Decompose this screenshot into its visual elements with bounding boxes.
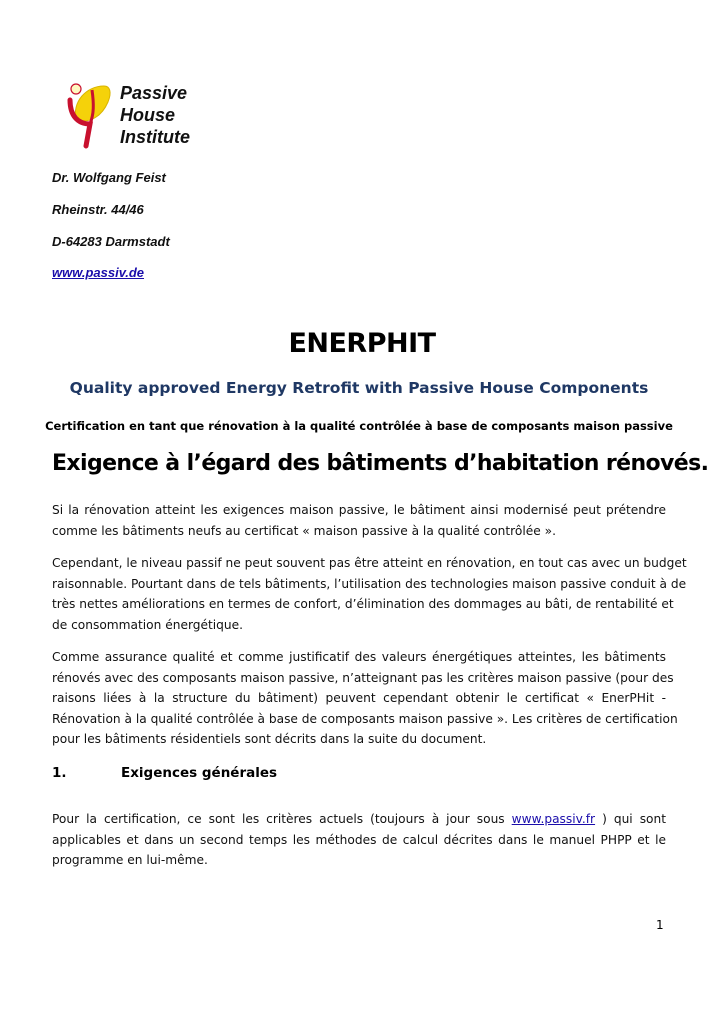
logo-line-3: Institute: [120, 127, 190, 147]
paragraph-line: applicables et dans un second temps les méthodes de calcul décrites dans le manuel PHPP et le: [52, 832, 666, 847]
logo-line-2: House: [120, 105, 176, 125]
paragraph-text: Pour la certification, ce sont les critères actuels (toujours à jour sous: [52, 812, 505, 826]
section-heading: Exigence à l’égard des bâtiments d’habitation rénovés.: [52, 451, 709, 476]
paragraph-line: Si la rénovation atteint les exigences maison passive, le bâtiment ainsi modernisé peut prétendre: [52, 503, 666, 517]
paragraph-line: de consommation énergétique.: [52, 617, 243, 632]
passiv-fr-link[interactable]: www.passiv.fr: [511, 812, 596, 826]
paragraph-line: Rénovation à la qualité contrôlée à base de composants maison passive ». Les critères de certification: [52, 711, 678, 726]
paragraph-1: [52, 500, 666, 541]
passive-house-institute-logo: [62, 80, 222, 150]
address-city: D-64283 Darmstadt: [52, 234, 170, 249]
paragraph-line: programme en lui-même.: [52, 853, 208, 867]
paragraph-line: pour les bâtiments résidentiels sont décrits dans la suite du document.: [52, 732, 487, 746]
paragraph-text: ) qui sont: [602, 812, 667, 826]
page-number: 1: [656, 918, 664, 932]
paragraph-line: très nettes améliorations en termes de confort, d’élimination des dommages au bâti, de rentabilité et: [52, 597, 674, 611]
document-title: ENERPHIT: [288, 328, 436, 359]
document-subtitle: Quality approved Energy Retrofit with Passive House Components: [69, 379, 649, 397]
paragraph-2: [52, 553, 687, 635]
paragraph-line: raisonnable. Pourtant dans de tels bâtiments, l’utilisation des technologies maison passive conduit à de: [52, 576, 687, 591]
paragraph-line: rénovés avec des composants maison passive, n’atteignant pas les critères maison passive (pour des: [52, 670, 674, 685]
logo-text: [120, 82, 190, 148]
section-title: Exigences générales: [121, 765, 278, 781]
paragraph-line: comme les bâtiments neufs au certificat « maison passive à la qualité contrôlée ».: [52, 523, 556, 538]
section-number: 1.: [52, 765, 67, 781]
paragraph-line: Cependant, le niveau passif ne peut souvent pas être atteint en rénovation, en tout cas avec un budget: [52, 556, 687, 570]
logo-mark-icon: [62, 80, 118, 150]
paragraph-4: [52, 809, 666, 871]
paragraph-line: raisons liées à la structure du bâtiment) peuvent cependant obtenir le certificat « EnerPHit -: [52, 691, 666, 705]
paragraph-3: [52, 647, 678, 750]
address-street: Rheinstr. 44/46: [52, 202, 144, 217]
document-subtitle-french: Certification en tant que rénovation à la qualité contrôlée à base de composants maison passive: [45, 419, 673, 433]
paragraph-line: Comme assurance qualité et comme justificatif des valeurs énergétiques atteintes, les bâtiments: [52, 650, 666, 664]
website-link[interactable]: www.passiv.de: [52, 265, 145, 280]
author-name: Dr. Wolfgang Feist: [52, 170, 166, 185]
paragraph-line-with-link: [52, 809, 666, 830]
logo-line-1: Passive: [120, 83, 188, 103]
